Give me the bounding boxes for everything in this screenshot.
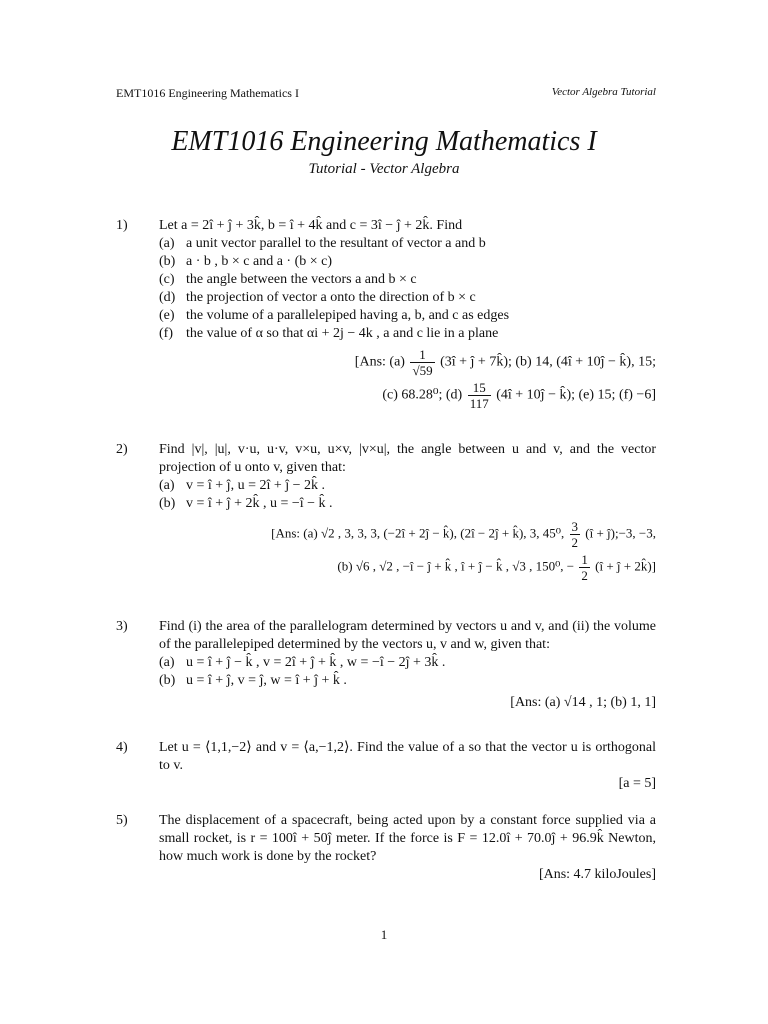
question-stem: Find (i) the area of the parallelogram determined by vectors u and v, and (ii) the volume of the parallelepiped determined by the vectors u, v and w, given that: bbox=[159, 619, 656, 652]
question-1 bbox=[116, 217, 656, 417]
question-3 bbox=[116, 618, 656, 728]
question-stem: The displacement of a spacecraft, being acted upon by a constant force supplied via a small rocket, is r = 100î + 50ĵ meter. If the force is F = 12.0î + 70.0ĵ + 96.9k̂ Newton, how much work is done by the rocket? bbox=[159, 813, 656, 864]
answer-line: [Ans: 4.7 kiloJoules] bbox=[538, 867, 656, 882]
list-item: (f) the value of α so that αi + 2j − 4k , a and c lie in a plane bbox=[159, 326, 499, 341]
question-number: 3) bbox=[116, 619, 128, 634]
list-item: (b) v = î + ĵ + 2k̂ , u = −î − k̂ . bbox=[159, 496, 333, 511]
header-course: EMT1016 Engineering Mathematics I bbox=[116, 86, 299, 100]
page-title: EMT1016 Engineering Mathematics I bbox=[171, 126, 597, 157]
page-number: 1 bbox=[380, 927, 388, 942]
header-topic: Vector Algebra Tutorial bbox=[551, 86, 656, 98]
question-4 bbox=[116, 739, 656, 799]
question-number: 5) bbox=[116, 813, 128, 828]
list-item: (b) u = î + ĵ, v = ĵ, w = î + ĵ + k̂ . bbox=[159, 673, 347, 688]
question-5 bbox=[116, 812, 656, 892]
answer-line: [Ans: (a) √14 , 1; (b) 1, 1] bbox=[510, 695, 656, 710]
answer-line: [a = 5] bbox=[618, 776, 656, 791]
answer-line: [Ans: (a) $\frac{1}{√59}$ (3î + ĵ + 7k̂); (b) 14, (4î + 10ĵ − k̂), 15; bbox=[354, 347, 656, 378]
question-stem: Let a = 2î + ĵ + 3k̂, b = î + 4k̂ and c = 3î − ĵ + 2k̂. Find bbox=[159, 218, 463, 233]
question-stem: Let u = ⟨1,1,−2⟩ and v = ⟨a,−1,2⟩. Find the value of a so that the vector u is orthogonal to v. bbox=[159, 740, 656, 773]
list-item: (b) a · b , b × c and a · (b × c) bbox=[159, 254, 333, 269]
question-2 bbox=[116, 441, 656, 611]
question-number: 4) bbox=[116, 740, 128, 755]
list-item: (a) u = î + ĵ − k̂ , v = 2î + ĵ + k̂ , w = −î − 2ĵ + 3k̂ . bbox=[159, 655, 446, 670]
question-number: 1) bbox=[116, 218, 128, 233]
answer-line: (b) √6 , √2 , −î − ĵ + k̂ , î + ĵ − k̂ , √3 , 150⁰, − $\frac{1}{2}$ (î + ĵ + 2k̂)] bbox=[337, 552, 656, 583]
list-item: (c) the angle between the vectors a and b × c bbox=[159, 272, 417, 287]
list-item: (d) the projection of vector a onto the direction of b × c bbox=[159, 290, 476, 305]
question-stem: Find |v|, |u|, v·u, u·v, v×u, u×v, |v×u|, the angle between u and v, and the vector projection of u onto v, given that: bbox=[159, 442, 656, 475]
answer-line: (c) 68.28⁰; (d) $\frac{15}{117}$ (4î + 10ĵ − k̂); (e) 15; (f) −6] bbox=[382, 380, 656, 411]
list-item: (a) v = î + ĵ, u = 2î + ĵ − 2k̂ . bbox=[159, 478, 326, 493]
question-number: 2) bbox=[116, 442, 128, 457]
page-subtitle: Tutorial - Vector Algebra bbox=[308, 161, 460, 177]
answer-line: [Ans: (a) √2 , 3, 3, 3, (−2î + 2ĵ − k̂), (2î − 2ĵ + k̂), 3, 45⁰, $\frac{3}{2}$ (î + ĵ);−3, −3, bbox=[271, 519, 656, 550]
list-item: (a) a unit vector parallel to the resultant of vector a and b bbox=[159, 236, 486, 251]
list-item: (e) the volume of a parallelepiped having a, b, and c as edges bbox=[159, 308, 510, 323]
